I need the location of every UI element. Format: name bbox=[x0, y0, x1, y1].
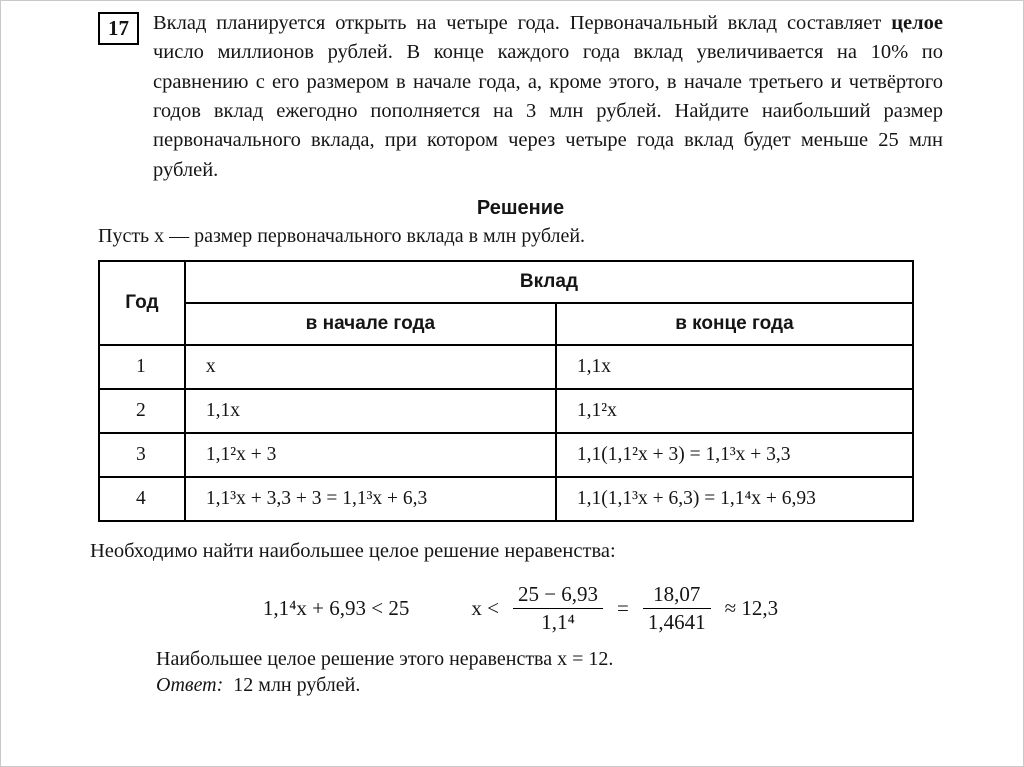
year-cell: 2 bbox=[99, 389, 185, 433]
fraction-numerator: 25 − 6,93 bbox=[517, 581, 599, 606]
problem-text-before: Вклад планируется открыть на четыре года. Первоначальный вклад составляет bbox=[153, 12, 892, 34]
table-row bbox=[99, 389, 913, 433]
solution-intro: Пусть x — размер первоначального вклада в млн рублей. bbox=[98, 224, 586, 247]
formula-approx: ≈ 12,3 bbox=[724, 596, 779, 621]
begin-cell: x bbox=[185, 345, 556, 389]
begin-cell: 1,1x bbox=[185, 389, 556, 433]
problem-text bbox=[153, 9, 943, 185]
year-cell: 4 bbox=[99, 477, 185, 521]
problem-text-after: число миллионов рублей. В конце каждого года вклад увеличивается на 10% по сравнению с его размером в начале года, а, кроме этого, в начале третьего и четвёртого годов вклад ежегодно пополняется на 3 млн рублей. Найдите наибольший размер первоначального вклада, при котором через четыре года вклад будет меньше 25 млн рублей. bbox=[153, 41, 943, 181]
deposit-table bbox=[98, 260, 914, 522]
formula-row bbox=[98, 581, 943, 637]
answer-text: 12 млн рублей. bbox=[233, 674, 361, 697]
table-subheader-row bbox=[99, 303, 913, 345]
table-row bbox=[99, 433, 913, 477]
formula-equals: = bbox=[617, 596, 629, 621]
end-cell: 1,1²x bbox=[556, 389, 913, 433]
begin-cell: 1,1²x + 3 bbox=[185, 433, 556, 477]
problem-bold-word: целое bbox=[891, 12, 943, 34]
year-cell: 3 bbox=[99, 433, 185, 477]
header-year: Год bbox=[99, 261, 185, 345]
answer-label: Ответ: bbox=[156, 674, 224, 697]
fraction-1 bbox=[513, 581, 603, 637]
table-row bbox=[99, 477, 913, 521]
formula-x-less: x < bbox=[471, 596, 499, 621]
conclusion-line: Наибольшее целое решение этого неравенства x = 12. bbox=[156, 648, 614, 671]
formula-inequality: 1,1⁴x + 6,93 < 25 bbox=[262, 596, 410, 621]
header-deposit: Вклад bbox=[185, 261, 913, 303]
problem-statement bbox=[98, 9, 943, 185]
table-header-row bbox=[99, 261, 913, 303]
table-row bbox=[99, 345, 913, 389]
end-cell: 1,1x bbox=[556, 345, 913, 389]
end-cell: 1,1(1,1³x + 6,3) = 1,1⁴x + 6,93 bbox=[556, 477, 913, 521]
fraction-denominator: 1,4641 bbox=[643, 608, 711, 636]
header-begin: в начале года bbox=[185, 303, 556, 345]
end-cell: 1,1(1,1²x + 3) = 1,1³x + 3,3 bbox=[556, 433, 913, 477]
header-end: в конце года bbox=[556, 303, 913, 345]
fraction-numerator: 18,07 bbox=[653, 581, 701, 606]
answer-line bbox=[156, 674, 943, 697]
year-cell: 1 bbox=[99, 345, 185, 389]
begin-cell: 1,1³x + 3,3 + 3 = 1,1³x + 6,3 bbox=[185, 477, 556, 521]
solution-title: Решение bbox=[476, 196, 565, 219]
fraction-2 bbox=[643, 581, 711, 637]
problem-number: 17 bbox=[98, 12, 139, 45]
need-line: Необходимо найти наибольшее целое решение неравенства: bbox=[90, 539, 616, 562]
fraction-denominator: 1,1⁴ bbox=[513, 608, 603, 636]
